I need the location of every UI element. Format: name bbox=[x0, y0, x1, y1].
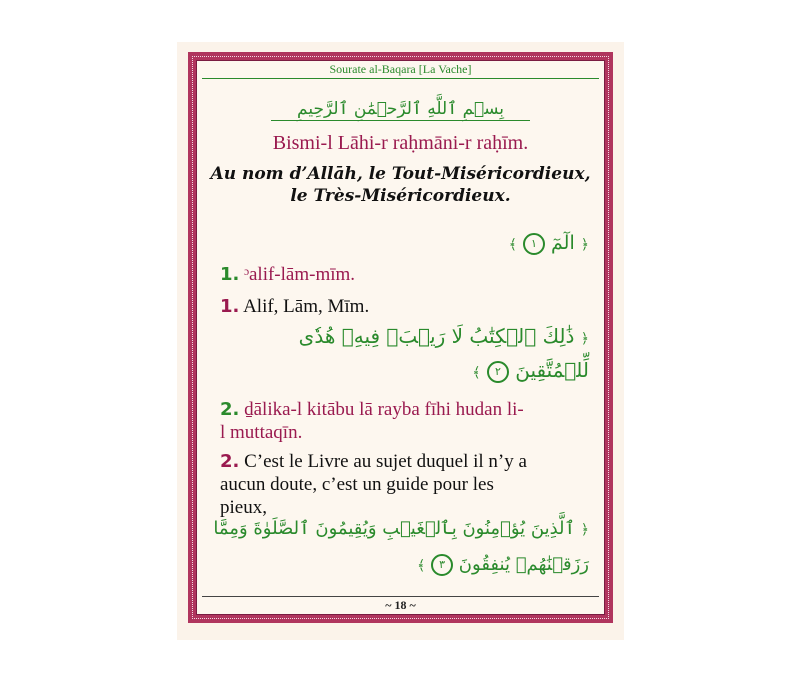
header-divider bbox=[202, 78, 599, 79]
ornament-open: ﴿ bbox=[580, 331, 589, 347]
page-frame bbox=[188, 52, 613, 623]
ornament-close: ﴾ bbox=[508, 237, 517, 253]
verse-3-arabic-text-2: رَزَقۡنَٰهُمۡ يُنفِقُونَ bbox=[458, 554, 589, 575]
basmala-transliteration: Bismi-l Lāhi-r raḥmāni-r raḥīm. bbox=[272, 132, 529, 154]
ayah-marker-1: ١ bbox=[523, 233, 545, 255]
ornament-close: ﴾ bbox=[417, 558, 426, 574]
verse-1-transliteration bbox=[220, 263, 589, 286]
verse-1-transliteration-text: ᵓalif-lām-mīm. bbox=[244, 264, 356, 285]
ayah-marker-3: ٣ bbox=[431, 554, 453, 576]
verse-2-transliteration-line2: l muttaqīn. bbox=[220, 422, 303, 443]
verse-2-transliteration bbox=[220, 398, 589, 444]
verse-3-arabic-line1 bbox=[213, 518, 589, 539]
basmala-french-line1: Au nom d’Allāh, le Tout-Miséricordieux, bbox=[210, 164, 591, 184]
verse-2-number-transliteration: 2. bbox=[220, 399, 240, 420]
verse-1-number-transliteration: 1. bbox=[220, 264, 240, 285]
verse-2-number-french: 2. bbox=[220, 451, 240, 472]
basmala-french-line2: le Très-Miséricordieux. bbox=[290, 186, 511, 206]
footer-divider bbox=[202, 596, 599, 597]
verse-2-french-line1 bbox=[220, 450, 589, 473]
verse-3-arabic-line2 bbox=[417, 554, 589, 576]
verse-2-arabic-line2 bbox=[472, 358, 589, 383]
verse-1-french bbox=[220, 295, 589, 318]
ornament-open: ﴿ bbox=[580, 237, 589, 253]
verse-2-transliteration-text-1: ḏālika-l kitābu lā rayba fīhi hudan li- bbox=[244, 399, 524, 420]
verse-2-transliteration-line1 bbox=[220, 398, 589, 421]
ornament-open: ﴿ bbox=[580, 522, 589, 538]
verse-1-number-french: 1. bbox=[220, 296, 240, 317]
verse-2-arabic-line1 bbox=[299, 324, 589, 348]
basmala-french bbox=[204, 163, 597, 207]
verse-2-french-line2: aucun doute, c’est un guide pour les bbox=[220, 474, 494, 495]
verse-2-french-line3: pieux, bbox=[220, 497, 267, 518]
ornament-close: ﴾ bbox=[472, 365, 481, 381]
verse-1-french-text: Alif, Lām, Mīm. bbox=[243, 296, 370, 317]
verse-3-arabic-text-1: ٱلَّذِينَ يُؤۡمِنُونَ بِٱلۡغَيۡبِ وَيُقِيمُونَ ٱلصَّلَوٰةَ وَمِمَّا bbox=[213, 518, 576, 539]
verse-2-arabic-text-2: لِّلۡمُتَّقِينَ bbox=[515, 358, 589, 382]
surah-header: Sourate al-Baqara [La Vache] bbox=[329, 62, 472, 76]
verse-2-arabic-text-1: ذَٰلِكَ ٱلۡكِتَٰبُ لَا رَيۡبَۛ فِيهِۛ هُدٗى bbox=[298, 324, 575, 348]
verse-1-arabic-text: الٓمٓ bbox=[551, 232, 575, 254]
verse-2-french-text-1: C’est le Livre au sujet duquel il n’y a bbox=[244, 451, 527, 472]
ayah-marker-2: ٢ bbox=[487, 361, 509, 383]
verse-2-french bbox=[220, 450, 589, 519]
basmala-arabic bbox=[196, 98, 605, 121]
basmala-arabic-text: بِسۡمِ ٱللَّهِ ٱلرَّحۡمَٰنِ ٱلرَّحِيمِ bbox=[271, 98, 530, 121]
page-number: ~ 18 ~ bbox=[385, 598, 416, 612]
verse-1-arabic bbox=[509, 232, 589, 255]
